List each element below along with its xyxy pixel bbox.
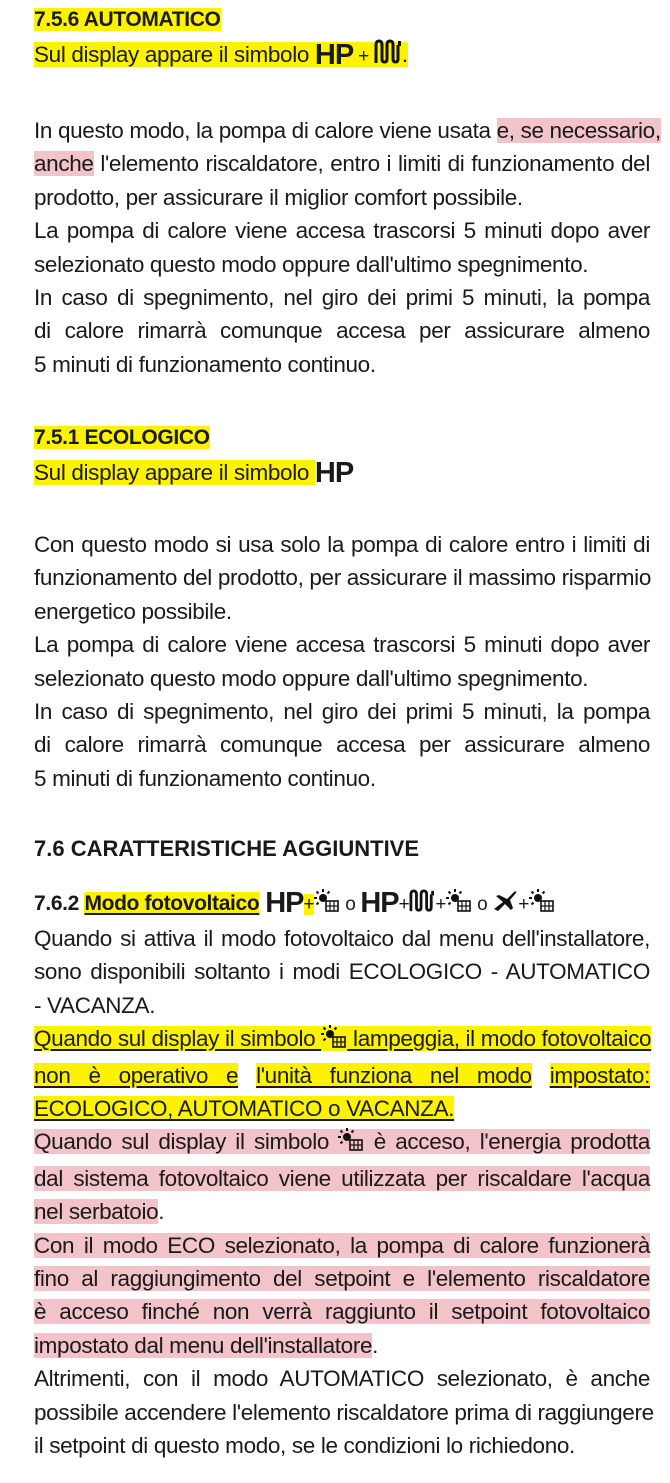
hp-symbol: HP: [265, 887, 304, 919]
display-symbol-line: Sul display appare il simbolo HP + .: [34, 42, 408, 67]
hp-symbol: HP: [360, 887, 399, 919]
section-heading: 7.5.1 ECOLOGICO: [34, 426, 210, 449]
section-heading: 7.6 CARATTERISTICHE AGGIUNTIVE: [34, 836, 420, 861]
section-7-6: [34, 832, 650, 865]
heating-element-icon: [409, 887, 435, 925]
hp-symbol: HP: [314, 39, 354, 72]
display-symbol-line: Sul display appare il simbolo: [34, 460, 315, 486]
pv-blinking-note: Quando sul display il simbolo lampeggia, il modo fotovoltaico: [34, 1026, 651, 1051]
pv-on-note: Quando sul display il simbolo è acceso, l'energia prodotta: [34, 1129, 650, 1154]
hp-symbol: HP: [314, 457, 354, 490]
photovoltaic-sun-icon: [338, 1128, 364, 1161]
airplane-icon: [492, 887, 518, 925]
photovoltaic-sun-icon: [529, 887, 555, 925]
eco-mode-note: Con il modo ECO selezionato, la pompa di calore funzionerà: [34, 1232, 650, 1258]
subsection-title: Modo fotovoltaico: [84, 892, 260, 915]
photovoltaic-sun-icon: [314, 887, 340, 925]
paragraph-automatico: In questo modo, la pompa di calore viene usata e, se necessario, anche l'elemento riscaldatore, entro i limiti di funzionamento del prodotto, per assicurare il miglior comfort possibile. La pompa di calore viene accesa trascorsi 5 minuti dopo aver selezionato questo modo oppure dall'ultimo spegnimento. In caso di spegnimento, nel giro dei primi 5 minuti, la pompa di calore rimarrà comunque accesa per assicurare almeno 5 minuti di funzionamento continuo.: [34, 118, 661, 377]
section-heading: 7.5.6 AUTOMATICO: [34, 8, 221, 31]
section-7-6-2: 7.6.2 Modo fotovoltaico HP+ o HP+ + o + Quando si attiva il modo fotovoltaico dal menu dell'installatore, sono disponibili soltanto i modi ECOLOGICO - AUTOMATICO - VACANZA. Quando sul display il simbolo lampeggia, il modo fotovoltaico non è operativo e l'unità funziona nel modo impostato: ECOLOGICO, AUTOMATICO o VACANZA. Quando sul display il simbolo è acceso, l'energia prodotta dal sistema fotovoltaico viene utilizzata per riscaldare l'acqua nel serbatoio. Con il modo ECO selezionato, la pompa di calore funzionerà fino al raggiungimento del setpoint e l'elemento riscaldatore è acceso finché non verrà raggiunto il setpoint fotovoltaico impostato dal menu dell'installatore. Altrimenti, con il modo AUTOMATICO selezionato, è anche possibile accendere l'elemento riscaldatore prima di raggiungere il setpoint di questo modo, se le condizioni lo richiedono.: [34, 887, 654, 1459]
paragraph-ecologico: Con questo modo si usa solo la pompa di calore entro i limiti di funzionamento del prodotto, per assicurare il massimo risparmio energetico possibile. La pompa di calore viene accesa trascorsi 5 minuti dopo aver selezionato questo modo oppure dall'ultimo spegnimento. In caso di spegnimento, nel giro dei primi 5 minuti, la pompa di calore rimarrà comunque accesa per assicurare almeno 5 minuti di funzionamento continuo.: [34, 532, 651, 791]
section-7-5-1: [34, 420, 650, 492]
photovoltaic-sun-icon: [321, 1025, 347, 1058]
heating-element-icon: [374, 39, 402, 77]
photovoltaic-sun-icon: [446, 887, 472, 925]
section-7-5-6: [34, 2, 650, 74]
